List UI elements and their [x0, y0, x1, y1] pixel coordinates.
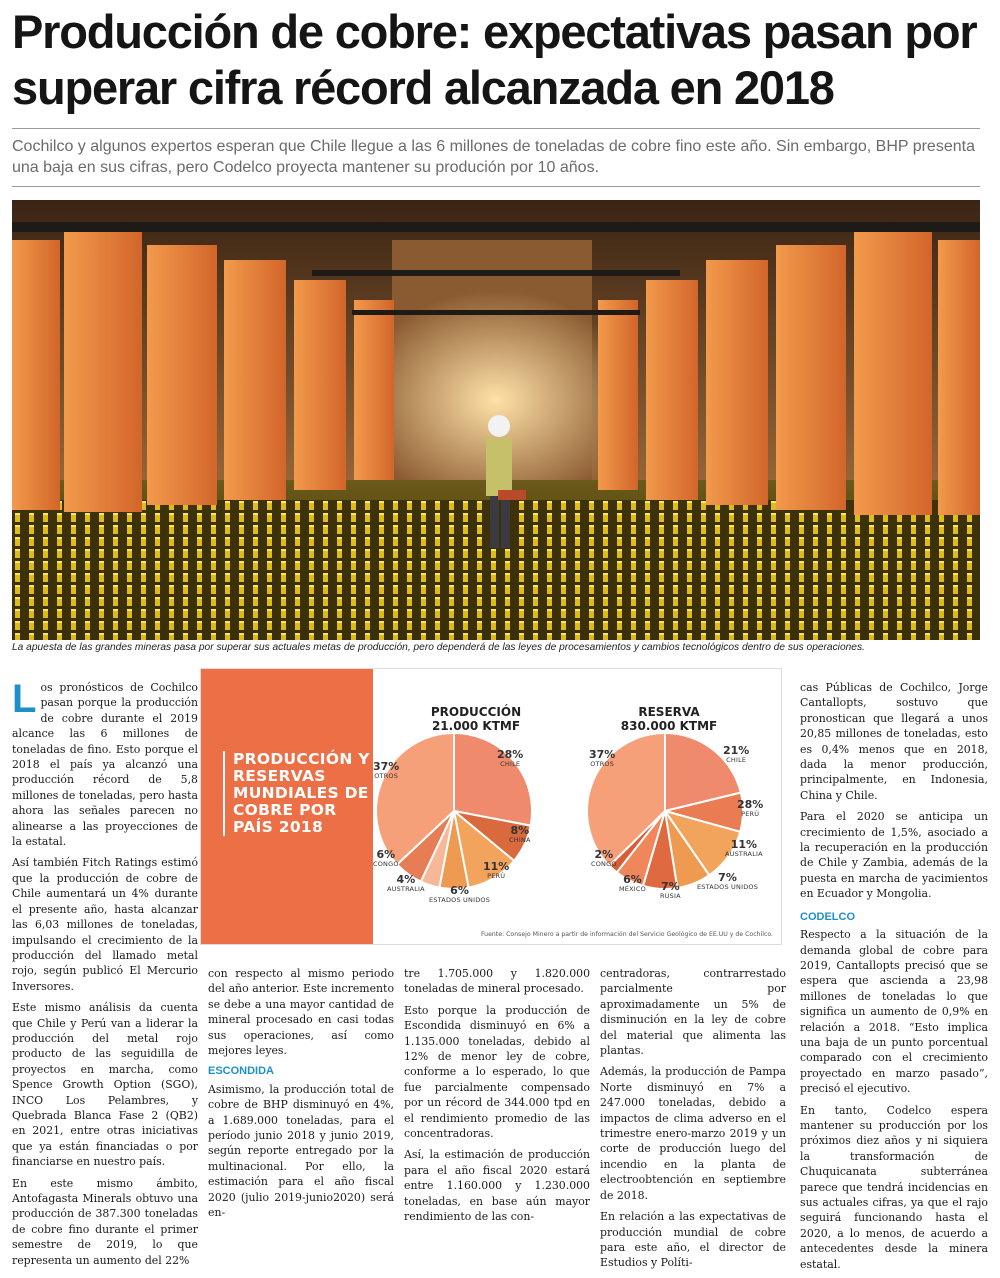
production-total-text: 21.000 KTMF — [431, 719, 521, 733]
paragraph: Para el 2020 se anticipa un crecimiento de 1,5%, asociado a la recuperación en la producción de Chile y Zambia, además de la puesta en marcha de yacimientos en Ecuador y Mongolia. — [800, 810, 988, 901]
paragraph: tre 1.705.000 y 1.820.000 toneladas de mineral procesado. — [404, 967, 590, 996]
label-res-congo: 2% CONGO — [591, 848, 617, 868]
paragraph: En tanto, Codelco espera mantener su producción por los próximos diez años y ni siquiera la transformación de Chuquicanata subterránea parece que tendrá incidencias en sus actuales cifras, ya que el rajo seguirá funcionando hasta el 2020, a lo menos, de acuerdo a antecedentes desde la minera estatal. — [800, 1103, 988, 1271]
label-prod-china: 8% CHINA — [509, 824, 531, 844]
label-prod-peru: 11% PERÚ — [483, 860, 510, 880]
paragraph: Además, la producción de Pampa Norte disminuyó en 7% a 247.000 toneladas, debido a impactos de clima adverso en el trimestre enero-marzo 2019 y un corte de producción luego del incendio en la planta de electroobtención en septiembre de 2018. — [600, 1065, 786, 1202]
paragraph: Asimismo, la producción total de cobre de BHP disminuyó en 4%, a 1.689.000 toneladas, para el período junio 2018 y junio 2019, según reporte entregado por la multinacional. Por ello, la estimación para el año fiscal 2020 (julio 2019-junio2020) será en- — [208, 1082, 394, 1220]
reserve-total-text: 830.000 KTMF — [620, 719, 718, 733]
paragraph: cas Públicas de Cochilco, Jorge Cantallopts, sostuvo que pronostican que llegará a unos 20,85 millones de toneladas, esto es 0,4% menos que en 2018, dada la menor producción, principalmente, en Indonesia, China y Chile. — [800, 681, 988, 802]
infographic — [200, 668, 782, 945]
paragraph: centradoras, contrarrestado parcialmente por aproximadamente un 5% de disminución en la ley de cobre del material que alimenta las plantas. — [600, 967, 786, 1058]
drop-cap: L — [12, 677, 37, 721]
article-column-5 — [800, 680, 988, 1278]
article-column-3 — [404, 966, 590, 1231]
reserve-pie-title — [594, 705, 744, 733]
production-title-text: PRODUCCIÓN — [430, 705, 522, 719]
article-photo — [12, 200, 980, 640]
infographic-source: Fuente: Consejo Minero a partir de información del Servicio Geológico de EE.UU y de Cochilco. — [480, 931, 773, 938]
section-heading-escondida: ESCONDIDA — [208, 1065, 275, 1078]
photo-caption: La apuesta de las grandes mineras pasa por superar sus actuales metas de producción, pero dependerá de las leyes de procesamientos y cambios tecnológicos dentro de sus operaciones. — [12, 642, 865, 653]
deck-divider — [12, 186, 980, 187]
article-column-4 — [600, 966, 786, 1277]
section-heading-codelco: CODELCO — [800, 910, 855, 923]
article-column-2 — [208, 966, 394, 1227]
label-res-rusia: 7% RUSIA — [660, 880, 681, 900]
label-prod-otros: 37% OTROS — [373, 760, 400, 780]
paragraph: Así también Fitch Ratings estimó que la producción de cobre de Chile aumentará un 4% durante el presente año, hasta alcanzar las 6,03 millones de toneladas, impulsando el crecimiento de la producción del llamado metal rojo, según publicó El Mercurio Inversores. — [12, 856, 198, 993]
paragraph: Este mismo análisis da cuenta que Chile y Perú van a liderar la producción del metal rojo producto de las seguidilla de proyectos en marcha, como Spence Growth Option (SGO), INCO Los Pelambres, y Quebrada Blanca Fase 2 (QB2) en 2021, entre otras iniciativas que ya están financiadas o por financiarse en nuestro país. — [12, 1001, 198, 1169]
paragraph: Los pronósticos de Cochilco pasan porque la producción de cobre durante el 2019 alcance las 6 millones de toneladas de fino. Esto porque el 2018 el país ya alcanzó una producción récord de 5,8 millones de toneladas, pero hasta ahora las señales parecen no alinearse a las proyecciones de la estatal. — [12, 677, 198, 849]
paragraph: Así, la estimación de producción para el año fiscal 2020 estará entre 1.160.000 y 1.230.000 toneladas, en base aún mayor rendimiento de las con- — [404, 1148, 590, 1224]
label-res-chile: 21% CHILE — [723, 744, 750, 764]
pie-slice-chile — [454, 733, 532, 826]
paragraph: Respecto a la situación de la demanda global de cobre para 2019, Cantallopts precisó que se espera que ascienda a 23,98 millones de toneladas lo que significa un aumento de 0,9% en relación a 2018. “Esto implica una baja de un punto porcentual comparado con el crecimiento proyectado en marzo pasado”, precisó el ejecutivo. — [800, 928, 988, 1096]
paragraph: En este mismo ámbito, Antofagasta Minerals obtuvo una producción de 387.300 toneladas de cobre fino durante el primer semestre de 2019, lo que representa un aumento del 22% — [12, 1176, 198, 1267]
infographic-title: PRODUCCIÓN Y RESERVAS MUNDIALES DE COBRE POR PAÍS 2018 — [223, 751, 373, 836]
label-res-peru: 28% PERÚ — [737, 798, 764, 818]
headline-divider — [12, 128, 980, 129]
label-prod-congo: 6% CONGO — [373, 848, 399, 868]
label-res-usa: 7% ESTADOS UNIDOS — [697, 871, 759, 891]
paragraph: con respecto al mismo periodo del año anterior. Este incremento se debe a una mayor cantidad de mineral procesado en casi todas sus operaciones, así como mejores leyes. — [208, 967, 394, 1058]
label-prod-chile: 28% CHILE — [497, 748, 524, 768]
label-prod-australia: 4% AUSTRALIA — [387, 873, 425, 893]
paragraph: Esto porque la producción de Escondida disminuyó en 6% a 1.135.000 toneladas, debido al 12% de menor ley de cobre, conforme a lo esperado, lo que fue parcialmente compensado por un récord de 344.000 tpd en el rendimiento promedio de las concentradoras. — [404, 1003, 590, 1141]
article-headline: Producción de cobre: expectativas pasan por superar cifra récord alcanzada en 2018 — [12, 5, 977, 114]
copper-refinery-photo — [12, 200, 980, 640]
reserve-title-text: RESERVA — [638, 705, 700, 719]
label-prod-usa: 6% ESTADOS UNIDOS — [429, 884, 491, 904]
article-column-1 — [12, 677, 198, 1274]
label-res-mexico: 6% MÉXICO — [619, 873, 646, 893]
label-res-australia: 11% AUSTRALIA — [725, 838, 763, 858]
label-res-otros: 37% OTROS — [589, 748, 616, 768]
article-deck: Cochilco y algunos expertos esperan que Chile llegue a las 6 millones de toneladas de cobre fino este año. Sin embargo, BHP presenta una baja en sus cifras, pero Codelco proyecta mantener su produción por 10 años. — [12, 138, 975, 176]
paragraph: En relación a las expectativas de producción mundial de cobre para este año, el director de Estudios y Políti- — [600, 1210, 786, 1270]
